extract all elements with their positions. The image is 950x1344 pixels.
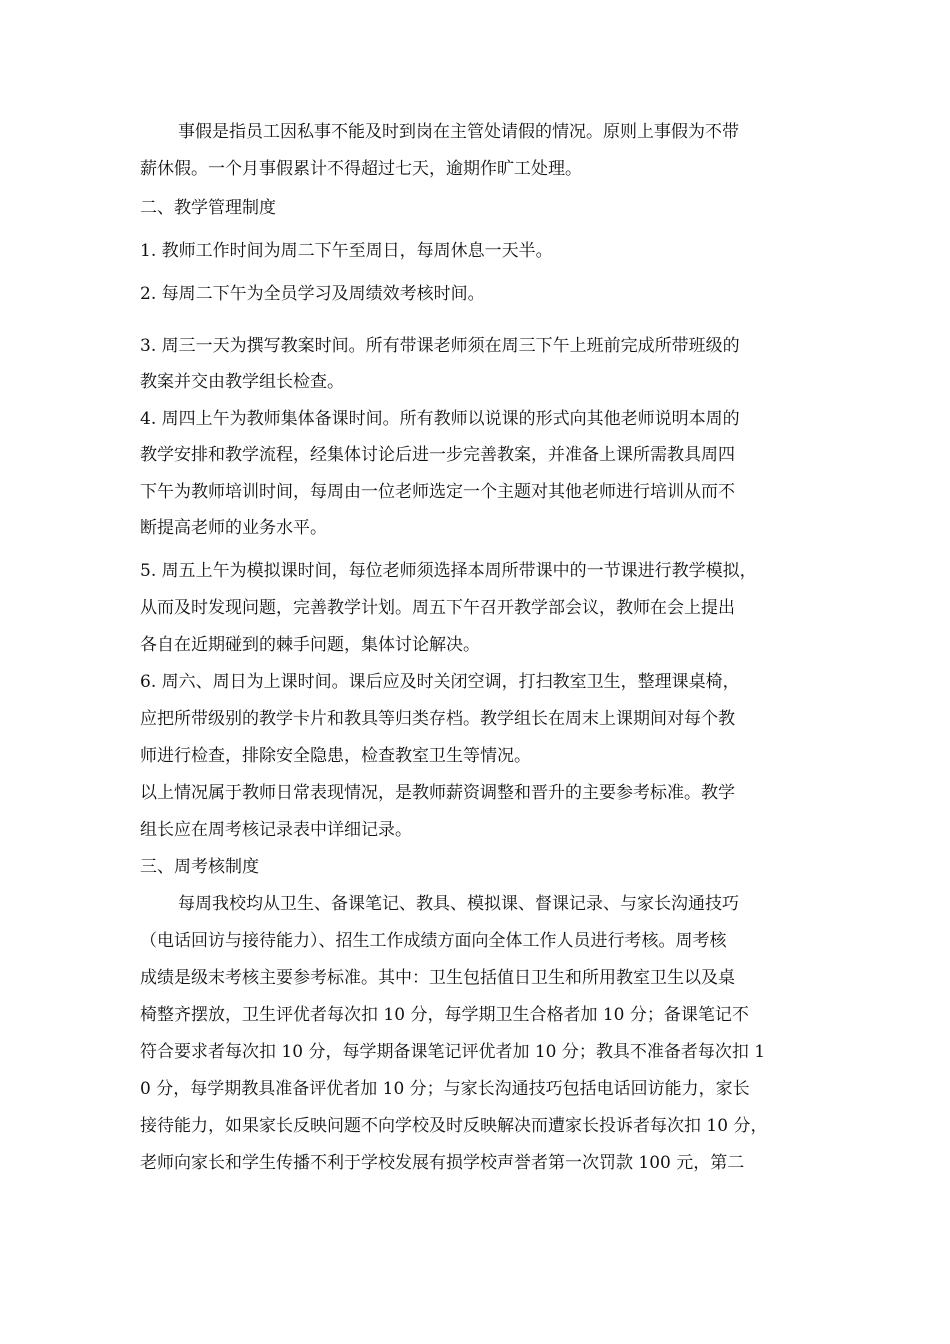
- list-item-5-line-2: 从而及时发现问题，完善教学计划。周五下午召开教学部会议，教师在会上提出: [140, 598, 735, 618]
- section-heading-teaching-management: 二、教学管理制度: [140, 198, 276, 218]
- assessment-paragraph-line-6: 0 分，每学期教具准备评优者加 10 分；与家长沟通技巧包括电话回访能力，家长: [140, 1079, 750, 1099]
- assessment-paragraph-line-8: 老师向家长和学生传播不利于学校发展有损学校声誉者第一次罚款 100 元，第二: [140, 1153, 745, 1173]
- list-item-5-line-1: 5. 周五上午为模拟课时间，每位老师须选择本周所带课中的一节课进行教学模拟，: [140, 561, 757, 581]
- list-item-6-line-2: 应把所带级别的教学卡片和教具等归类存档。教学组长在周末上课期间对每个教: [140, 709, 735, 729]
- list-item-6-line-3: 师进行检查，排除安全隐患，检查教室卫生等情况。: [140, 746, 531, 766]
- list-item-6-line-1: 6. 周六、周日为上课时间。课后应及时关闭空调，打扫教室卫生，整理课桌椅，: [140, 672, 740, 692]
- summary-line-2: 组长应在周考核记录表中详细记录。: [140, 820, 412, 840]
- list-item-4-line-1: 4. 周四上午为教师集体备课时间。所有教师以说课的形式向其他老师说明本周的: [140, 409, 740, 429]
- assessment-paragraph-line-5: 符合要求者每次扣 10 分，每学期备课笔记评优者加 10 分；教具不准备者每次扣 1: [140, 1042, 766, 1062]
- assessment-paragraph-line-2: （电话回访与接待能力）、招生工作成绩方面向全体工作人员进行考核。周考核: [140, 931, 727, 951]
- assessment-paragraph-line-7: 接待能力，如果家长反映问题不向学校及时反映解决而遭家长投诉者每次扣 10 分，: [140, 1116, 768, 1136]
- summary-line-1: 以上情况属于教师日常表现情况，是教师薪资调整和晋升的主要参考标准。教学: [140, 783, 735, 803]
- paragraph-leave-line-2: 薪休假。一个月事假累计不得超过七天，逾期作旷工处理。: [140, 159, 582, 179]
- assessment-paragraph-line-1: 每周我校均从卫生、备课笔记、教具、模拟课、督课记录、与家长沟通技巧: [178, 894, 739, 914]
- list-item-3-line-1: 3. 周三一天为撰写教案时间。所有带课老师须在周三下午上班前完成所带班级的: [140, 336, 740, 356]
- paragraph-leave-line-1: 事假是指员工因私事不能及时到岗在主管处请假的情况。原则上事假为不带: [178, 122, 739, 142]
- section-heading-weekly-assessment: 三、周考核制度: [140, 857, 259, 877]
- list-item-4-line-4: 断提高老师的业务水平。: [140, 518, 327, 538]
- list-item-1: 1. 教师工作时间为周二下午至周日，每周休息一天半。: [140, 241, 553, 261]
- assessment-paragraph-line-3: 成绩是级末考核主要参考标准。其中：卫生包括值日卫生和所用教室卫生以及桌: [140, 968, 735, 988]
- list-item-5-line-3: 各自在近期碰到的棘手问题，集体讨论解决。: [140, 635, 480, 655]
- list-item-2: 2. 每周二下午为全员学习及周绩效考核时间。: [140, 284, 485, 304]
- assessment-paragraph-line-4: 椅整齐摆放，卫生评优者每次扣 10 分，每学期卫生合格者加 10 分；备课笔记不: [140, 1005, 749, 1025]
- list-item-4-line-3: 下午为教师培训时间，每周由一位老师选定一个主题对其他老师进行培训从而不: [140, 482, 735, 502]
- list-item-3-line-2: 教案并交由教学组长检查。: [140, 372, 344, 392]
- list-item-4-line-2: 教学安排和教学流程，经集体讨论后进一步完善教案，并准备上课所需教具周四: [140, 445, 735, 465]
